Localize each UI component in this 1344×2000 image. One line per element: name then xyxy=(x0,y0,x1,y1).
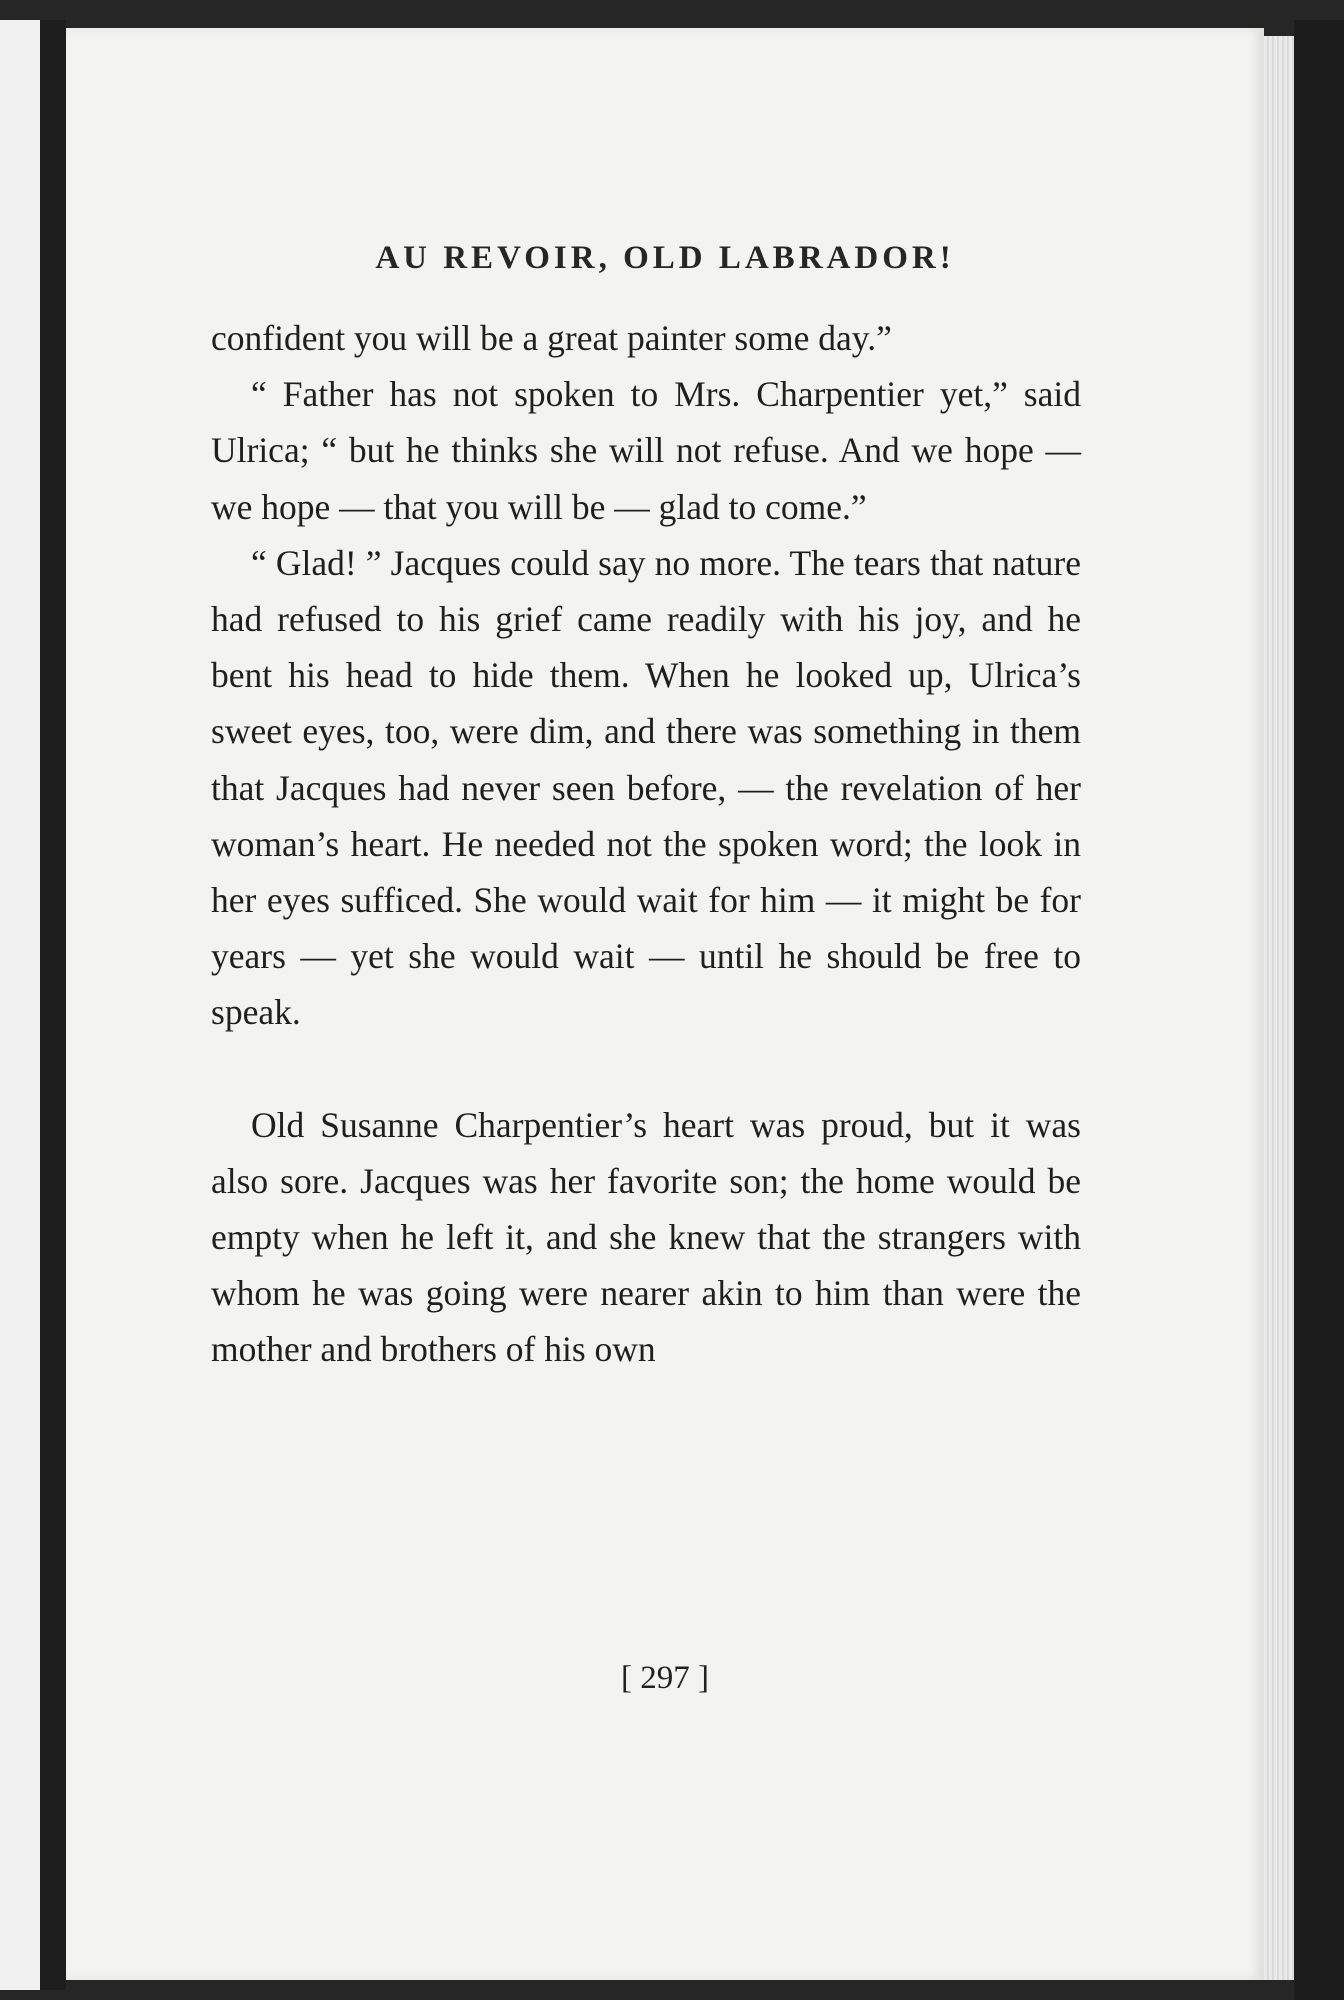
section-break xyxy=(211,1041,1081,1097)
paragraph-glad: “ Glad! ” Jacques could say no more. The tears that nature had refused to his grief came readily with his joy, and he bent his head to hide them. When he looked up, Ulrica’s sweet eyes, too, were dim, and there was something in them that Jacques had never seen before, — the revelation of her woman’s heart. He needed not the spoken word; the look in her eyes sufficed. She would wait for him — it might be for years — yet she would wait — until he should be free to speak. xyxy=(211,542,1081,1033)
paragraph-continuation: confident you will be a great painter some day.” xyxy=(211,318,892,358)
book-gutter xyxy=(40,20,66,1990)
paragraph-susanne: Old Susanne Charpentier’s heart was proud, but it was also sore. Jacques was her favorite son; the home would be empty when he left it, and she knew that the strangers with whom he was going were nearer akin to him than were the mother and brothers of his own xyxy=(211,1104,1081,1370)
page-stack-edges xyxy=(1264,36,1294,1980)
book-page xyxy=(66,28,1264,1980)
running-head: AU REVOIR, OLD LABRADOR! xyxy=(375,240,955,276)
body-text xyxy=(211,310,1081,1378)
paragraph-father: “ Father has not spoken to Mrs. Charpentier yet,” said Ulrica; “ but he thinks she will not refuse. And we hope — we hope — that you will be — glad to come.” xyxy=(211,374,1081,527)
scan-background-right xyxy=(1294,20,1344,2000)
page-number: [ 297 ] xyxy=(621,1660,709,1696)
